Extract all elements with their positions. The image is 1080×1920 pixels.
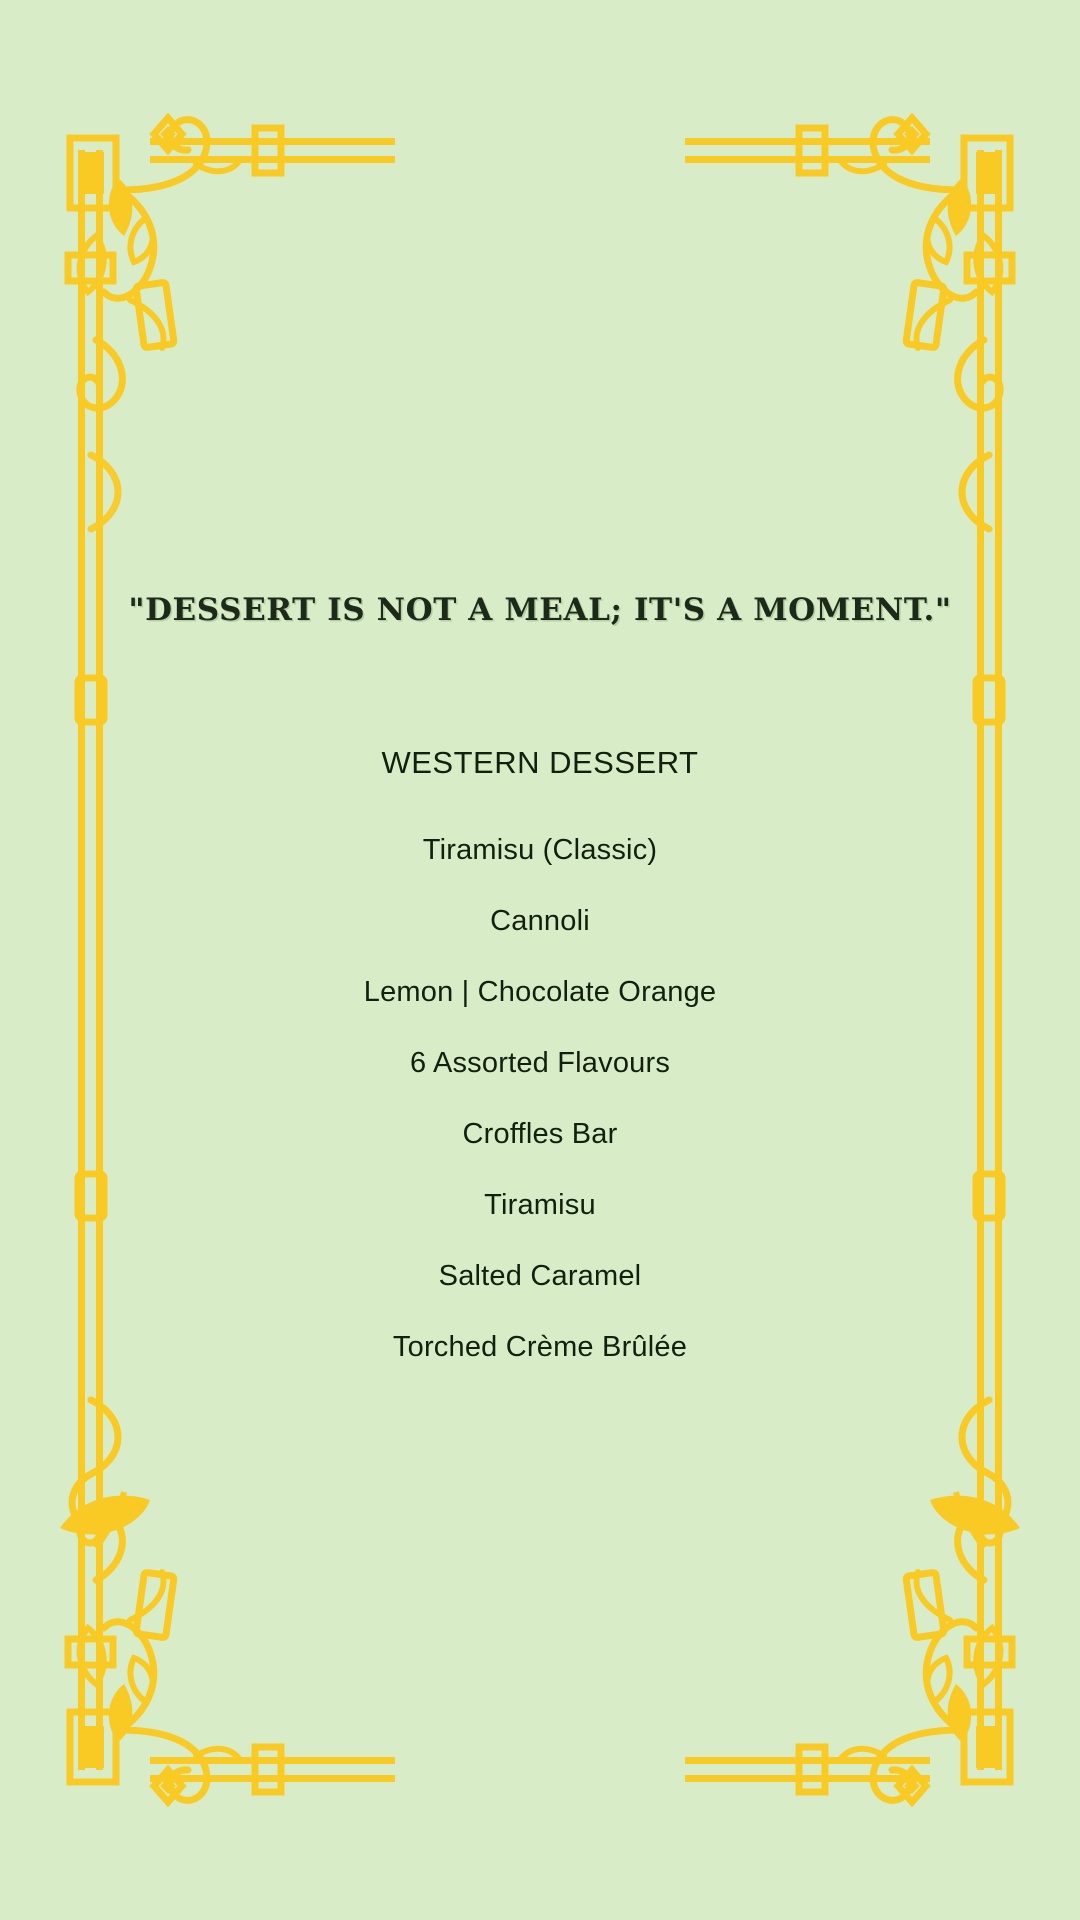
list-item: Salted Caramel	[438, 1260, 642, 1292]
list-item: Tiramisu	[484, 1189, 596, 1221]
corner-bottom-left	[60, 1492, 395, 1802]
list-item: Croffles Bar	[462, 1118, 618, 1150]
menu-quote: "DESSERT IS NOT A MEAL; IT'S A MOMENT."	[128, 592, 952, 628]
menu-section-title: WESTERN DESSERT	[381, 745, 699, 780]
menu-item-list	[0, 815, 1080, 1383]
list-item: Torched Crème Brûlée	[392, 1331, 688, 1363]
list-item: Cannoli	[490, 905, 590, 937]
list-item: Tiramisu (Classic)	[422, 834, 658, 866]
corner-top-left	[68, 118, 395, 408]
corner-top-right	[685, 118, 1012, 408]
list-item: Lemon | Chocolate Orange	[363, 976, 717, 1008]
corner-bottom-right	[685, 1492, 1020, 1802]
list-item: 6 Assorted Flavours	[409, 1047, 671, 1079]
